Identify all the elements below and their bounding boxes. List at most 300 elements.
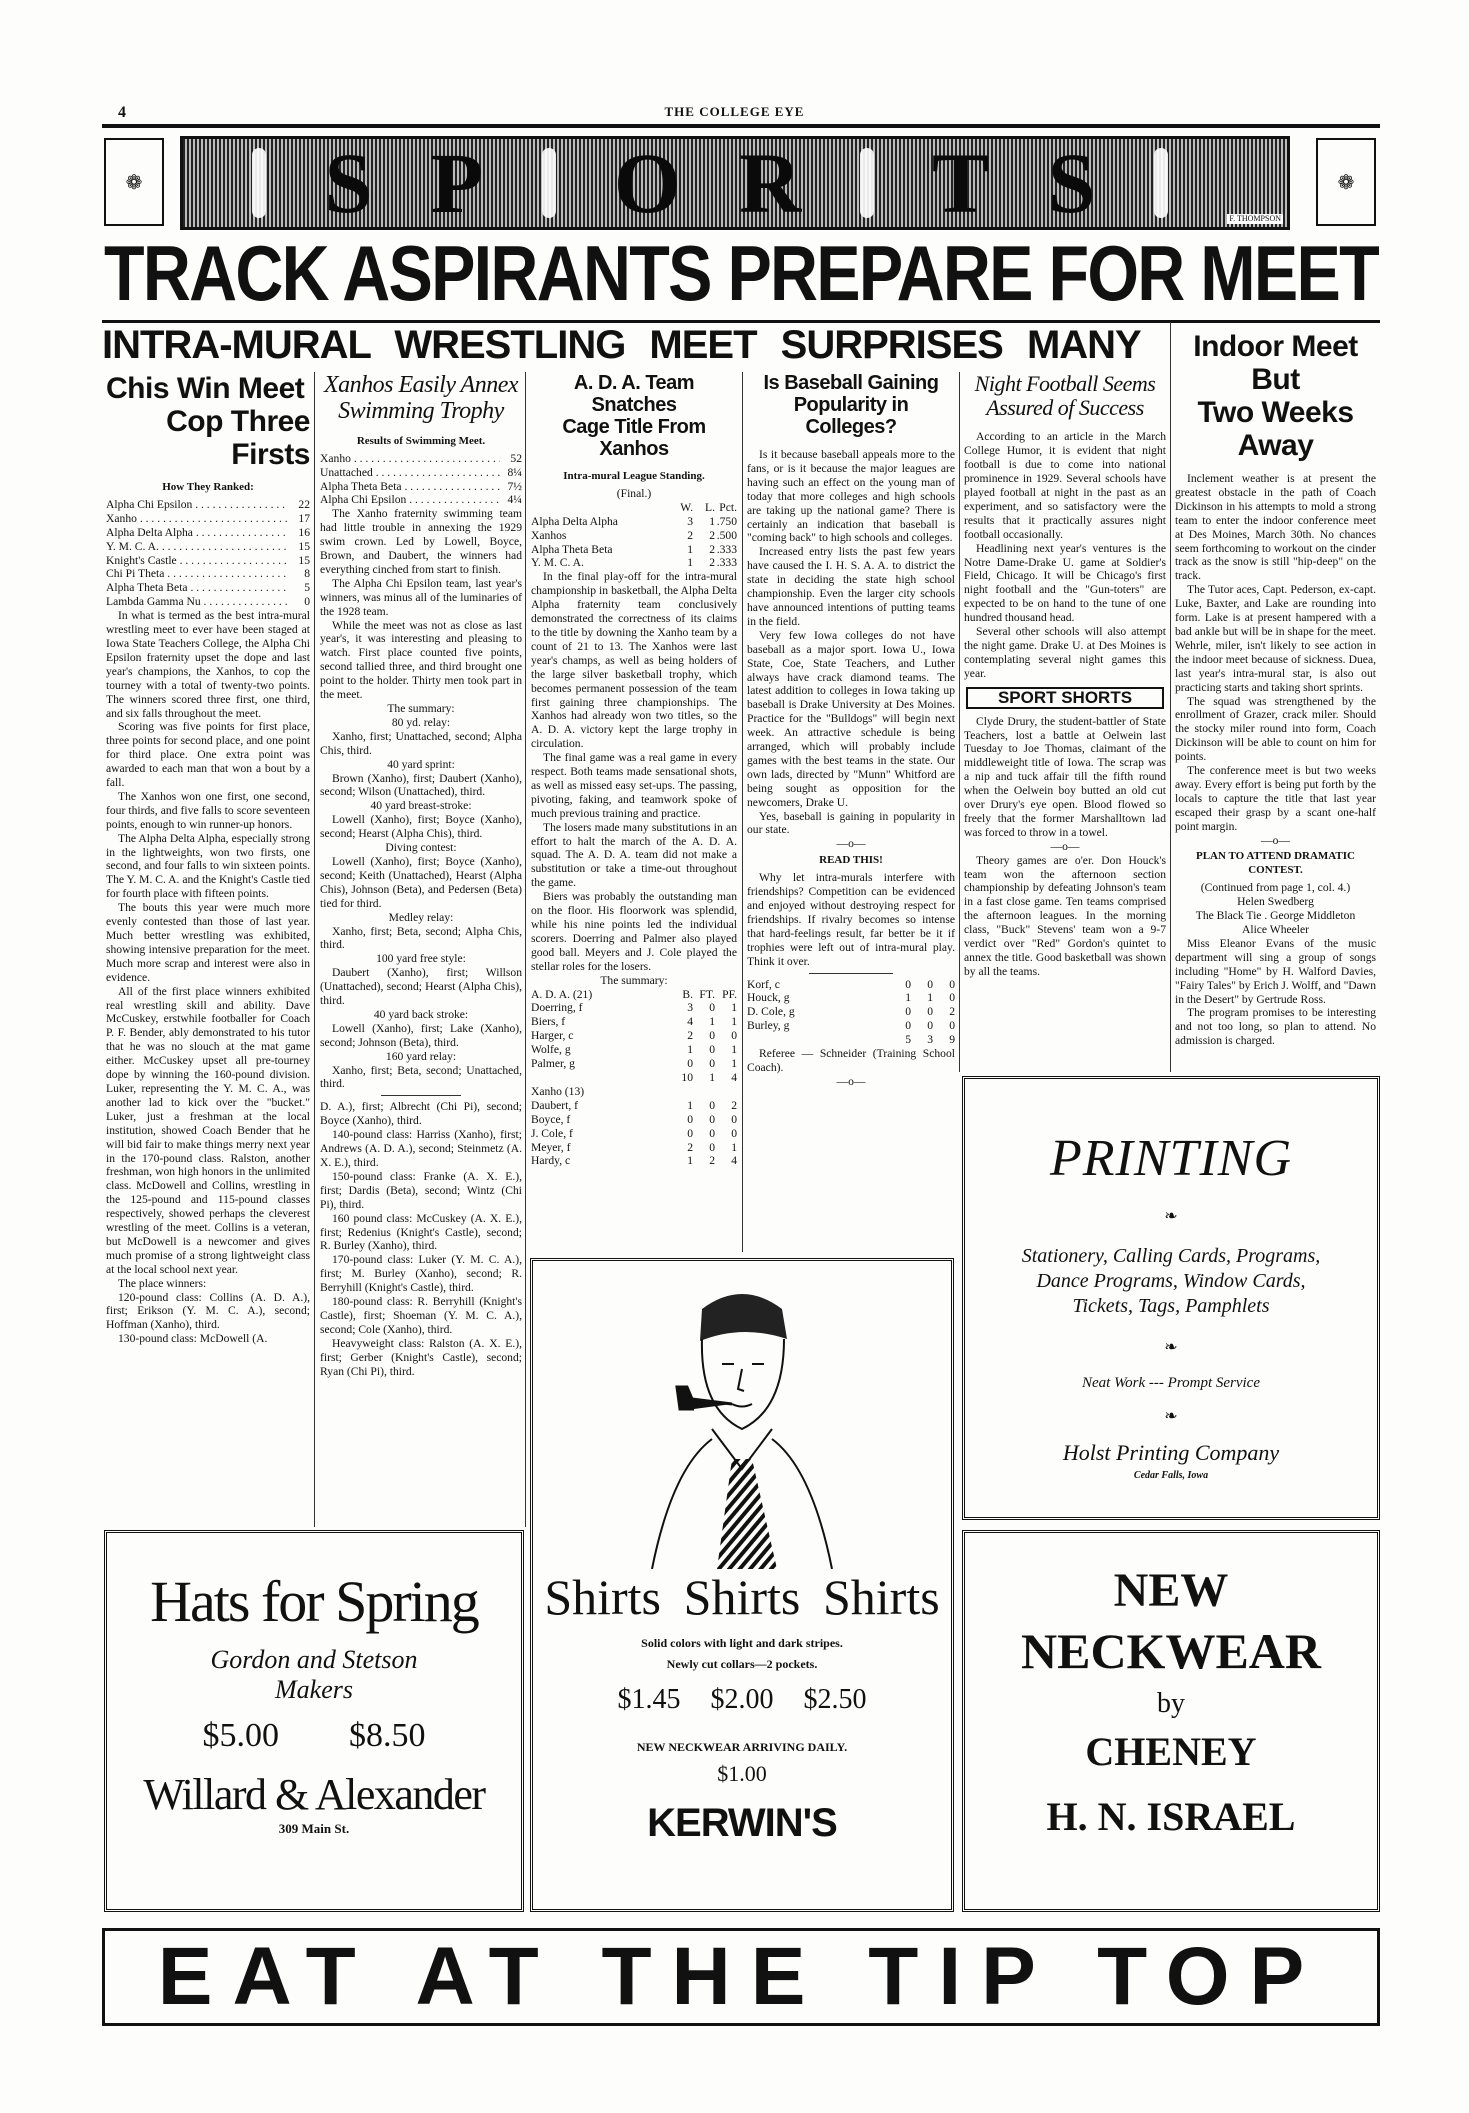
article-headline-line: Swimming Trophy <box>338 398 504 425</box>
athlete-silhouette-icon <box>542 148 556 218</box>
table-row <box>320 480 522 494</box>
ornament-box-right <box>1316 138 1376 226</box>
paragraph: The Alpha Chi Epsilon team, last year's winners, was minus all of the luminaries of the 1928 team. <box>320 576 522 618</box>
centered-line: Helen Swedberg <box>1237 895 1314 909</box>
neckwear-brand: CHENEY <box>1085 1729 1257 1774</box>
article-headline <box>106 372 310 471</box>
divider <box>809 973 892 974</box>
row-label: Burley, g <box>747 1019 790 1033</box>
subheadline-box <box>102 322 1164 368</box>
paragraph: The losers made many substitutions in an effort to halt the march of the A. D. A. squad. The A. D. A. team did not make a substitution or take a time-out throughout the game. <box>531 820 737 890</box>
centered-line: —o— <box>1261 833 1290 847</box>
hats-makers-label: Makers <box>275 1675 353 1704</box>
paragraph: The place winners: <box>118 1276 207 1290</box>
subheading: How They Ranked: <box>162 481 254 493</box>
column-divider <box>525 372 526 1527</box>
paragraph: The conference meet is but two weeks away. Every effort is being put forth by the locals to capture the title that last year escaped their grasp by a scant one-half point margin. <box>1175 764 1376 833</box>
hats-makers: Gordon and Stetson <box>210 1645 418 1674</box>
shirts-line: Newly cut collars—2 pockets. <box>666 1657 818 1671</box>
row-value: 0 <box>709 1140 715 1154</box>
ornament-box-left <box>104 138 164 226</box>
table-row <box>747 991 955 1005</box>
row-value: Pct. <box>719 500 737 514</box>
page-number: 4 <box>118 104 126 121</box>
row-label: D. Cole, g <box>747 1005 795 1019</box>
row-label <box>747 1033 889 1047</box>
ad-holst-printing <box>962 1076 1380 1520</box>
table-row <box>531 1043 737 1057</box>
row-value: 0 <box>709 1126 715 1140</box>
row-value: 1 <box>709 514 715 528</box>
table-row <box>106 540 310 554</box>
table-row <box>106 554 310 568</box>
row-value: 0 <box>927 1005 933 1019</box>
table-row <box>531 1141 737 1155</box>
paragraph: All of the first place winners exhibited real wrestling skill and ability. Dave McCuskey, erstwhile footballer for Coach P. F. Bender, ably demonstrated to his tutor that he was no slouch at the mat game either. McCuskey upset all pre-tourney dope by winning the 160-pound division. Luker, representing the Y. M. C. A., was another lad to kick over the "bucket." Luker, just a freshman at the local institution, showed Coach Bender that he will bid fair to make things merry next year in the 170-pound class. Ralston, another freshman, won high honors in the unlimited class. McDowell and Collins, wrestling in the 125-pound and 115-pound classes respectively, showed perhaps the cleverest wrestling of the meet. Collins is a veteran, but McDowell is a newcomer and gives much promise of a strong lightweight class at the local school next year. <box>106 984 310 1276</box>
paragraph: 150-pound class: Franke (A. X. E.), first; Dardis (Beta), second; Wintz (Chi Pi), third. <box>320 1169 522 1211</box>
row-label: Alpha Chi Epsilon . . . <box>320 493 500 507</box>
row-value: 1 <box>687 556 693 570</box>
row-label: Alpha Chi Epsilon . . . <box>106 498 288 512</box>
row-value: 1 <box>731 1043 737 1057</box>
article-night-football <box>960 372 1170 1072</box>
column-divider <box>959 372 960 1072</box>
table-row <box>531 1099 737 1113</box>
article-indoor-meet <box>1171 330 1380 1072</box>
flourish-icon: ❧ <box>1164 1408 1178 1425</box>
centered-line: 40 yard breast-stroke: <box>370 799 472 813</box>
row-value: 1 <box>687 1098 693 1112</box>
centered-line: Medley relay: <box>388 910 454 924</box>
paragraph: D. A.), first; Albrecht (Chi Pi), second; Boyce (Xanho), third. <box>320 1100 522 1128</box>
paragraph: Lowell (Xanho), first; Lake (Xanho), second; Johnson (Beta), third. <box>320 1021 522 1049</box>
paragraph: In what is termed as the best intra-mural wrestling meet to ever have been staged at Iowa State Teachers College, the Alpha Chi Epsilon fraternity upset the dope and last year's champions, the Xanhos, to cop the tourney with a total of twenty-two points. The winners scored three first, one third, and six falls throughout the meet. <box>106 609 310 720</box>
row-value: B. <box>682 987 693 1001</box>
paper-title: THE COLLEGE EYE <box>664 104 805 119</box>
table-row <box>531 515 737 529</box>
paragraph: Very few Iowa colleges do not have baseball as a major sport. Iowa U., Iowa State, Coe, State Teachers, and Luther always have crack diamond teams. The latest addition to colleges in Iowa taking up baseball is Drake University at Des Moines. Practice for the "Bulldogs" will begin next week. An attractive schedule is being arranged, which will probably include games with the best teams in the state. Our own lads, directed by "Munn" Whitford are being sought as opposition for the newcomers, Drake U. <box>747 628 955 809</box>
article-wrestling <box>102 372 314 1527</box>
row-value: 4 <box>731 1070 737 1084</box>
row-value: 0 <box>731 1126 737 1140</box>
row-value: 0 <box>709 1057 715 1071</box>
row-label: Xanho (13) <box>531 1084 585 1098</box>
row-label: Alpha Delta Alpha . . . <box>106 526 288 540</box>
paragraph: Xanho, first; Beta, second; Alpha Chis, third. <box>320 924 522 952</box>
row-label: Knight's Castle . . . <box>106 554 288 568</box>
row-value: FT. <box>699 987 715 1001</box>
row-value: 0 <box>709 1112 715 1126</box>
centered-line: —o— <box>1050 839 1080 853</box>
row-value: 8¼ <box>507 465 522 479</box>
table-row <box>531 1113 737 1127</box>
row-value: 1 <box>687 1043 693 1057</box>
row-label <box>531 501 671 515</box>
artist-signature: F. THOMPSON <box>1229 214 1281 223</box>
hats-title: Hats for Spring <box>150 1569 478 1634</box>
row-value: 0 <box>927 1019 933 1033</box>
paragraph: Headlining next year's ventures is the Notre Dame-Drake U. game at Soldier's Field, Chicago. It will be Chicago's first night football and the "Gun-toters" are expected to be on hand to the tune of one hundred thousand head. <box>964 541 1166 625</box>
kerwins-logo: KERWIN'S <box>647 1801 837 1845</box>
row-label: J. Cole, f <box>531 1126 573 1140</box>
row-label: Chi Pi Theta . . . <box>106 567 288 581</box>
row-value: 2 <box>687 1140 693 1154</box>
row-value: 1 <box>905 991 911 1005</box>
article-headline-line: Assured of Success <box>986 395 1144 421</box>
row-value: 0 <box>905 977 911 991</box>
centered-line: —o— <box>836 837 866 851</box>
row-value: 1 <box>709 1015 715 1029</box>
paragraph: Scoring was five points for first place, three points for second place, and one point for third place. One extra point was awarded to each man that won a bout by a fall. <box>106 720 310 790</box>
row-value: 2 <box>949 1005 955 1019</box>
neckwear-new: NEW <box>1113 1564 1229 1617</box>
ad-new-neckwear <box>962 1530 1380 1912</box>
paragraph: The final game was a real game in every respect. Both teams made sensational shots, as well as missed easy set-ups. The passing, pivoting, faking, and teamwork spoke of much previous training and practice. <box>531 751 737 820</box>
banner-letter: T <box>931 136 990 230</box>
table-row <box>106 595 310 609</box>
divider <box>381 1095 462 1096</box>
row-value: 1 <box>731 1015 737 1029</box>
row-label: Xanhos <box>531 528 567 542</box>
row-value: 5 <box>905 1033 911 1047</box>
row-label: Xanho . . . <box>320 452 500 466</box>
paragraph: While the meet was not as close as last year's, it was interesting and pleasing to watch. First place counted five points, second tallied three, and third brought one point to the holder. Thirty men took part in the meet. <box>320 618 522 702</box>
article-basketball <box>527 372 741 1254</box>
article-headline-line: Cop Three Firsts <box>166 405 310 471</box>
table-row <box>531 1154 737 1168</box>
paragraph: Lowell (Xanho), first; Boyce (Xanho), second; Keith (Unattached), Hearst (Alpha Chis), Johnson (Beta), and Pedersen (Beta) tied for third. <box>320 854 522 910</box>
row-label: Unattached . . . <box>320 466 500 480</box>
row-label: Alpha Delta Alpha <box>531 514 618 528</box>
row-label: Alpha Theta Beta . . . <box>320 480 500 494</box>
printing-location: Cedar Falls, Iowa <box>1133 1470 1209 1481</box>
hats-address: 309 Main St. <box>278 1821 350 1836</box>
table-row <box>747 1033 955 1047</box>
row-value: 2 <box>709 542 715 556</box>
athlete-silhouette-icon <box>860 148 874 218</box>
neckwear-price: $1.00 <box>717 1761 767 1786</box>
row-value: 0 <box>709 1098 715 1112</box>
row-label: Xanho . . . <box>106 512 288 526</box>
shirts-word: Shirts <box>683 1569 801 1625</box>
banner-letter: P <box>430 136 484 230</box>
subheading: READ THIS! <box>819 854 883 867</box>
row-value: 4¼ <box>507 493 522 507</box>
table-row <box>531 1029 737 1043</box>
row-value: 5 <box>304 581 310 595</box>
row-value: 7½ <box>507 479 522 493</box>
row-value: 0 <box>949 1019 955 1033</box>
centered-line: Diving contest: <box>385 841 457 855</box>
banner-letter: R <box>739 136 802 230</box>
printing-item: Stationery, Calling Cards, Programs, <box>1021 1245 1321 1267</box>
athlete-silhouette-icon <box>252 148 266 218</box>
hat-price: $5.00 <box>202 1717 279 1754</box>
centered-line: 100 yard free style: <box>376 952 466 966</box>
row-value: 0 <box>949 977 955 991</box>
tip-top-banner <box>102 1928 1380 2026</box>
article-headline <box>747 372 955 438</box>
article-headline-line: Two Weeks Away <box>1197 396 1354 462</box>
row-value: PF. <box>722 987 737 1001</box>
row-value: 2 <box>709 528 715 542</box>
article-headline-line: Night Football Seems <box>974 372 1156 396</box>
row-value: 0 <box>731 1112 737 1126</box>
row-label: Harger, c <box>531 1029 574 1043</box>
paragraph: In the final play-off for the intra-mural championship in basketball, the Alpha Delta Alpha fraternity team conclusively demonstrated the correctness of its claims to the title by downing the Xanho team by a count of 21 to 13. The Xanhos were last year's champs, as well as being holders of the large silver basketball trophy, which becomes permanent possession of the team first gaining three championships. The Xanhos had already won two titles, so the A. D. A. victory kept the large trophy in circulation. <box>531 570 737 751</box>
sports-banner <box>180 136 1290 230</box>
flourish-icon: ❧ <box>1164 1339 1178 1356</box>
top-rule <box>102 124 1380 128</box>
row-value: 1 <box>927 991 933 1005</box>
paragraph: The squad was strengthened by the enrollment of Grazer, crack miler. Should the stocky miler round into form, Coach Dickinson will be able to count on him for points. <box>1175 694 1376 764</box>
banner-letter: S <box>324 136 373 230</box>
column-divider <box>314 372 315 1527</box>
section-box-heading: SPORT SHORTS <box>966 687 1164 709</box>
row-value: 3 <box>687 514 693 528</box>
paragraph: According to an article in the March College Humor, it is evident that night football is due to come into national prominence in 1929. Several schools have played football at night in the past as an experiment, and so satisfactory were the results that it practically assures night football occasionally. <box>964 430 1166 541</box>
centered-line: Alice Wheeler <box>1241 923 1310 936</box>
neckwear-line: NEW NECKWEAR ARRIVING DAILY. <box>636 1740 848 1754</box>
row-value: 2 <box>709 556 715 570</box>
tip-top-text: EAT AT THE TIP TOP <box>157 1931 1325 2022</box>
article-headline-line: Cage Title From Xanhos <box>562 416 706 460</box>
subheading: PLAN TO ATTEND DRAMATIC CONTEST. <box>1195 850 1355 877</box>
paragraph: Xanho, first; Unattached, second; Alpha Chis, third. <box>320 729 522 757</box>
paragraph: 170-pound class: Luker (Y. M. C. A.), first; M. Burley (Xanho), second; R. Berryhill (Knight's Castle), third. <box>320 1253 522 1295</box>
row-label: Meyer, f <box>531 1140 571 1154</box>
row-value: 0 <box>709 1001 715 1015</box>
neckwear-store: H. N. ISRAEL <box>1046 1794 1296 1839</box>
paragraph: 130-pound class: McDowell (A. <box>118 1332 268 1346</box>
row-value: 3 <box>687 1001 693 1015</box>
row-label: Hardy, c <box>531 1154 571 1168</box>
banner-letter: S <box>1047 136 1096 230</box>
centered-line: 80 yd. relay: <box>391 715 451 729</box>
row-label: Boyce, f <box>531 1112 571 1126</box>
row-label: Y. M. C. A. . . . <box>106 540 288 554</box>
row-value <box>671 1085 693 1099</box>
table-row <box>531 1071 737 1085</box>
centered-line: The summary: <box>600 973 668 987</box>
paragraph: The Alpha Delta Alpha, especially strong in the lightweights, won two firsts, one second, and four falls to win sixteen points. The Y. M. C. A. and the Knight's Castle tied for fourth place with fifteen points. <box>106 831 310 901</box>
paragraph: Miss Eleanor Evans of the music department will sing a group of songs including "Home" by H. Walford Davies, "Fairy Tales" by Erich J. Wolff, and "Dawn in the Desert" by Gertrude Ross. <box>1175 936 1376 1006</box>
row-value: 0 <box>687 1126 693 1140</box>
neckwear-by: by <box>1157 1688 1185 1719</box>
article-headline-line: Indoor Meet But <box>1193 330 1358 396</box>
row-value: 0 <box>905 1019 911 1033</box>
row-value: .500 <box>716 528 737 542</box>
table-row <box>531 1057 737 1071</box>
row-label <box>531 1071 671 1085</box>
row-label: Korf, c <box>747 977 780 991</box>
ad-kerwins-shirts <box>530 1258 954 1912</box>
row-label: A. D. A. (21) <box>531 987 593 1001</box>
centered-line: 40 yard back stroke: <box>373 1007 469 1021</box>
row-label: Palmer, g <box>531 1057 575 1071</box>
table-row <box>320 466 522 480</box>
row-value: 15 <box>298 539 310 553</box>
row-value: 1 <box>709 1070 715 1084</box>
article-headline <box>964 372 1166 420</box>
table-row <box>531 988 737 1002</box>
subheading: Intra-mural League Standing. <box>563 470 705 482</box>
article-baseball <box>743 372 959 1254</box>
paragraph: 160 pound class: McCuskey (A. X. E.), first; Redenius (Knight's Castle), second; R. Burley (Xanho), third. <box>320 1211 522 1253</box>
table-row <box>531 1001 737 1015</box>
row-value: .333 <box>716 556 737 570</box>
paragraph: Referee — Schneider (Training School Coach). <box>747 1047 955 1074</box>
row-value: .333 <box>716 542 737 556</box>
paragraph: The Xanho fraternity swimming team had little trouble in annexing the 1929 swim crown. Led by Lowell, Boyce, Brown, and Daubert, the winners had everything cinched from start to finish. <box>320 507 522 576</box>
row-value: 9 <box>949 1033 955 1047</box>
row-value <box>715 1085 737 1099</box>
paragraph: The Tutor aces, Capt. Pederson, ex-capt. Luke, Baxter, and Lake are rounding into form. Lake is at present hampered with a bad ankle but will be in shape for the meet. Wehrle, miler, isn't likely to see action in the indoor meet because of sickness. Duea, last year's intra-mural star, is also out practicing starts and taking short sprints. <box>1175 583 1376 694</box>
centered-line: The summary: <box>387 702 455 715</box>
main-headline: TRACK ASPIRANTS PREPARE FOR MEET <box>104 229 1378 317</box>
table-row <box>320 452 522 466</box>
paragraph: Daubert (Xanho), first; Willson (Unattached), second; Hearst (Alpha Chis), third. <box>320 966 522 1008</box>
row-value: 16 <box>298 525 310 539</box>
ornament-icon: ❁ <box>125 171 143 194</box>
row-value: 1 <box>687 1154 693 1168</box>
row-label: Alpha Theta Beta . . . <box>106 581 288 595</box>
paragraph: Several other schools will also attempt the night game. Drake U. at Des Moines is contemplating several night games this year. <box>964 625 1166 680</box>
table-row <box>106 526 310 540</box>
subheading: Results of Swimming Meet. <box>356 434 486 447</box>
paragraph: Increased entry lists the past few years have caused the I. H. S. A. A. to district the state in deciding the state high school championship. Even the larger city schools have announced intentions of putting teams in the field. <box>747 545 955 628</box>
table-row <box>106 581 310 595</box>
paragraph: Xanho, first; Beta, second; Unattached, third. <box>320 1063 522 1091</box>
row-label: Daubert, f <box>531 1098 578 1112</box>
shirts-word: Shirts <box>822 1569 940 1625</box>
row-value: W. <box>680 500 693 514</box>
row-value: 4 <box>731 1154 737 1168</box>
shirt-price: $2.50 <box>803 1684 867 1715</box>
paragraph: Why let intra-murals interfere with friendships? Competition can be evidenced and enjoyed without destroying respect for friendships. If rivalry becomes so intense that hard-feelings result, far better be it if trophies were left out of intra-mural play. Think it over. <box>747 871 955 968</box>
row-value <box>693 1085 715 1099</box>
centered-line: The Black Tie . George Middleton <box>1195 909 1356 923</box>
table-row <box>747 1019 955 1033</box>
row-value: 0 <box>304 595 310 609</box>
row-value: 0 <box>731 1029 737 1043</box>
row-value: 0 <box>905 1005 911 1019</box>
row-value: 8 <box>304 567 310 581</box>
paragraph: Is it because baseball appeals more to the fans, or is it because the major leagues are having such an effect on the young man of today that more colleges and high schools are taking up the national game? There is certainly an indication that baseball is "coming back" to high schools and colleges. <box>747 448 955 545</box>
shirt-price: $1.45 <box>617 1684 681 1715</box>
article-headline-line: Popularity in Colleges? <box>793 394 909 438</box>
article-headline-line: Xanhos Easily Annex <box>323 372 519 398</box>
row-value: 1 <box>731 1057 737 1071</box>
row-label: Y. M. C. A. <box>531 556 584 570</box>
centered-line: —o— <box>836 1074 866 1088</box>
row-value: L. <box>705 500 715 514</box>
table-row <box>106 512 310 526</box>
paragraph: 180-pound class: R. Berryhill (Knight's Castle), first; Shoeman (Y. M. C. A.), second; Cole (Xanho), third. <box>320 1295 522 1336</box>
row-value: 2 <box>687 528 693 542</box>
article-headline-line: Chis Win Meet <box>106 372 305 405</box>
paragraph: Theory games are o'er. Don Houck's team won the afternoon section championship by defeating Johnson's team in a fast close game. Ten teams comprised the afternoon leagues. In the morning class, "Buck" Stevens' team won a 9-7 verdict over "Red" Gordon's quintet to annex the title. Good basketball was shown by all the teams. <box>964 853 1166 978</box>
table-row <box>747 1005 955 1019</box>
paragraph: Lowell (Xanho), first; Boyce (Xanho), second; Hearst (Alpha Chis), third. <box>320 813 522 841</box>
centered-line: (Continued from page 1, col. 4.) <box>1200 881 1351 895</box>
paragraph: Biers was probably the outstanding man on the floor. His floorwork was splendid, while his nine points led the individual scorers. Doerring and Palmer also played good ball. Meyers and J. Cole played the stellar roles for the losers. <box>531 890 737 973</box>
row-value: 1 <box>687 542 693 556</box>
paragraph: Heavyweight class: Ralston (A. X. E.), first; Gerber (Knight's Castle), second; Ryan (Chi Pi), third. <box>320 1336 522 1378</box>
row-value: 2 <box>731 1098 737 1112</box>
article-headline <box>531 372 737 460</box>
row-label: Doerring, f <box>531 1001 583 1015</box>
row-value: .750 <box>716 514 737 528</box>
flourish-icon: ❧ <box>1164 1208 1178 1225</box>
row-value: 0 <box>687 1057 693 1071</box>
row-label: Alpha Theta Beta <box>531 542 613 556</box>
table-row <box>747 978 955 992</box>
row-value: 1 <box>731 1001 737 1015</box>
table-row <box>320 493 522 507</box>
centered-line: (Final.) <box>616 486 652 500</box>
row-value: 2 <box>687 1029 693 1043</box>
row-value: 22 <box>298 497 310 511</box>
column-divider <box>1170 322 1171 1072</box>
table-row <box>531 1015 737 1029</box>
ornament-icon: ❁ <box>1337 171 1355 194</box>
main-headline-box <box>102 228 1380 318</box>
banner-letter: O <box>613 136 681 230</box>
paragraph: The Xanhos won one first, one second, four thirds, and five falls to score seventeen points, enough to win runner-up honors. <box>106 789 310 831</box>
neckwear-title: NECKWEAR <box>1020 1623 1322 1679</box>
paragraph: Yes, baseball is gaining in popularity in our state. <box>747 809 955 837</box>
printing-item: Dance Programs, Window Cards, <box>1036 1270 1306 1292</box>
table-row <box>531 501 737 515</box>
row-value: 0 <box>709 1043 715 1057</box>
centered-line: 160 yard relay: <box>385 1049 457 1063</box>
row-value: 10 <box>681 1070 693 1084</box>
article-headline <box>1175 330 1376 462</box>
paragraph: The program promises to be interesting and not too long, so plan to attend. No admission is charged. <box>1175 1006 1376 1048</box>
table-row <box>106 567 310 581</box>
table-row <box>531 1085 737 1099</box>
row-label: Lambda Gamma Nu . . . <box>106 595 288 609</box>
centered-line: 40 yard sprint: <box>387 757 455 771</box>
printing-slogan: Neat Work --- Prompt Service <box>1081 1375 1260 1391</box>
man-with-pipe-illustration <box>592 1269 892 1569</box>
shirt-price: $2.00 <box>710 1684 774 1715</box>
paragraph: Inclement weather is at present the greatest obstacle in the path of Coach Dickinson in his attempts to mold a strong team to enter the indoor conference meet at Des Moines, March 30th. No chances seem forthcoming to workout on the cinder track as the snow is still "hip-deep" on the track. <box>1175 472 1376 583</box>
paragraph: 140-pound class: Harriss (Xanho), first; Andrews (A. D. A.), second; Steinmetz (A. X. E.), third. <box>320 1128 522 1169</box>
article-swimming <box>316 372 526 1527</box>
table-row <box>531 556 737 570</box>
article-headline-line: Is Baseball Gaining <box>763 372 939 394</box>
row-label: Wolfe, g <box>531 1043 571 1057</box>
ad-hats-for-spring <box>104 1530 524 1912</box>
printing-title: PRINTING <box>1050 1130 1292 1187</box>
paragraph: Brown (Xanho), first; Daubert (Xanho), second; Wilson (Unattached), third. <box>320 771 522 799</box>
row-label: Houck, g <box>747 991 790 1005</box>
hat-price: $8.50 <box>349 1717 426 1754</box>
paragraph: Clyde Drury, the student-battler of State Teachers, lost a battle at Oelwein last Tuesday to Joe Thomas, claimant of the middleweight title of Iowa. The scrap was a nip and tuck affair till the fifth round when the Oelwein boy butted an old cut over Drury's eye open. Blood flowed so freely that the former Marshalltown lad was forced to throw in a towel. <box>964 714 1166 839</box>
printing-item: Tickets, Tags, Pamphlets <box>1072 1295 1270 1317</box>
table-row <box>106 498 310 512</box>
row-value: 0 <box>709 1029 715 1043</box>
column-divider <box>742 372 743 1252</box>
row-value: 0 <box>927 977 933 991</box>
table-row <box>531 529 737 543</box>
article-headline-line: A. D. A. Team Snatches <box>573 372 695 416</box>
paragraph: The bouts this year were much more evenly contested than those of last year. Much better wrestling was exhibited, showing intensive preparation for the meet. Much more scrap and interest were also in evidence. <box>106 901 310 984</box>
row-value: 4 <box>687 1015 693 1029</box>
printing-company: Holst Printing Company <box>1062 1440 1280 1465</box>
